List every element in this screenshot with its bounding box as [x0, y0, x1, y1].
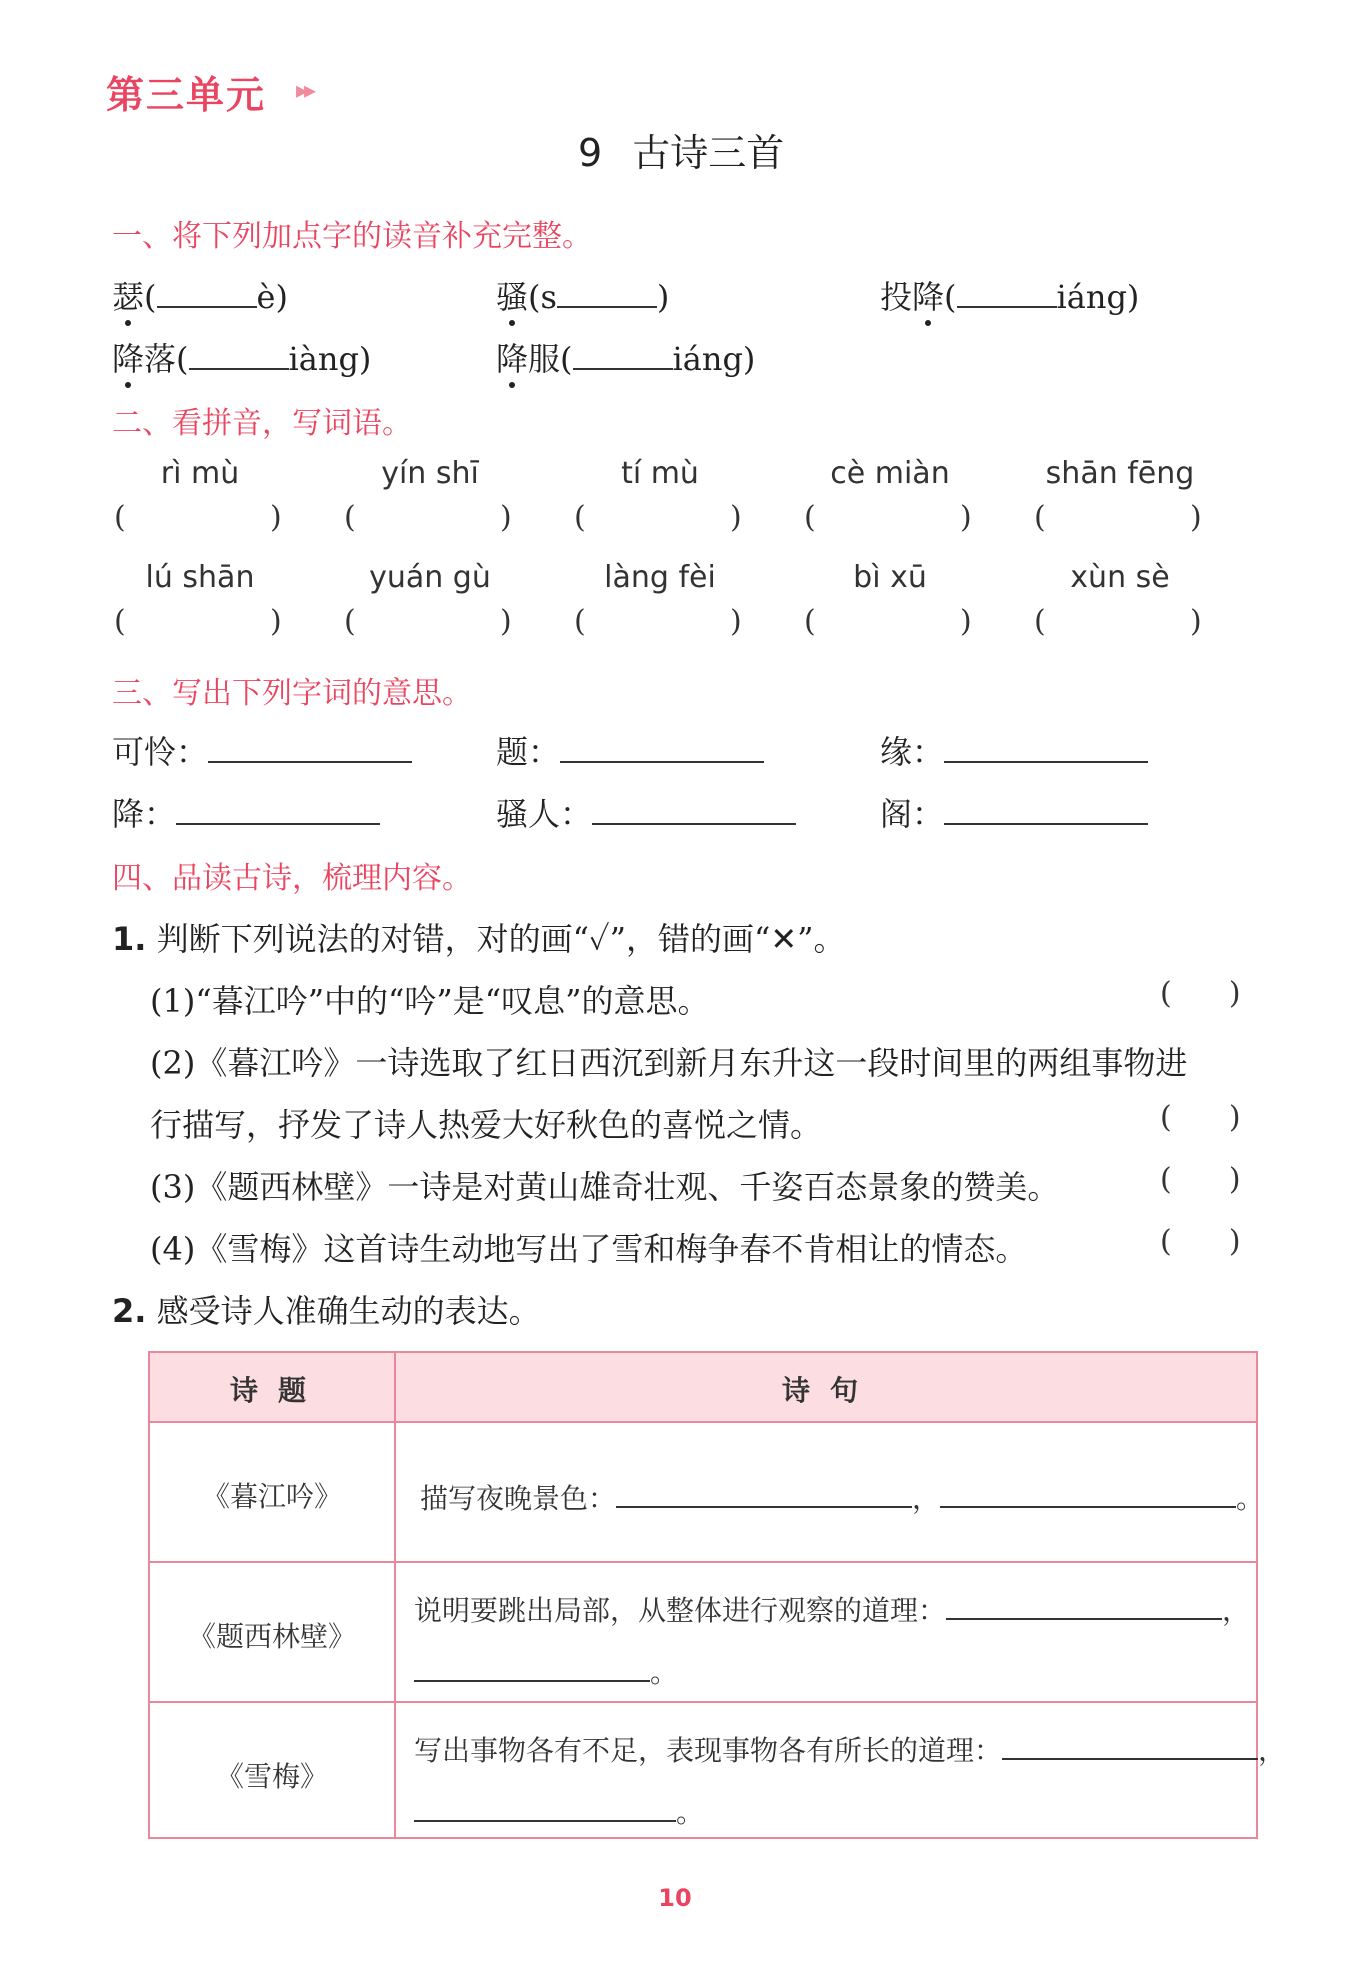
answer-blank[interactable]: [157, 282, 257, 308]
section2-title: 二、看拼音，写词语。: [112, 406, 412, 441]
meaning-item-6: 阁：: [880, 789, 1148, 835]
answer-blank[interactable]: [189, 344, 289, 370]
judge-paren[interactable]: ( ): [1160, 1162, 1241, 1197]
open-paren: (: [574, 500, 586, 535]
meaning-item-5: 骚人：: [496, 789, 796, 835]
judge-paren[interactable]: ( ): [1160, 1100, 1241, 1135]
answer-blank[interactable]: [208, 737, 412, 763]
answer-blank[interactable]: [1002, 1734, 1258, 1760]
answer-blank[interactable]: [946, 1594, 1222, 1620]
open-paren: (: [1034, 604, 1046, 639]
open-paren: (: [114, 604, 126, 639]
pinyin-label: tí mù: [621, 456, 699, 491]
poem-line-cell: 写出事物各有不足，表现事物各有所长的道理： ，: [414, 1734, 1287, 1767]
close-paren: ): [500, 604, 512, 639]
pinyin-label: xùn sè: [1070, 560, 1170, 595]
row-divider: [150, 1701, 1256, 1703]
question-2: 2. 感受诗人准确生动的表达。: [112, 1292, 541, 1330]
section1-title: 一、将下列加点字的读音补充完整。: [112, 219, 592, 254]
pinyin-label: yín shī: [381, 456, 479, 491]
header-poem-line: 诗句: [782, 1374, 879, 1407]
poem-title-cell: 《雪梅》: [215, 1760, 328, 1793]
close-paren: ): [960, 500, 972, 535]
lesson-name: 古诗三首: [632, 131, 785, 175]
poem-line-cell: 说明要跳出局部，从整体进行观察的道理： ，: [414, 1594, 1251, 1627]
answer-blank[interactable]: [944, 799, 1148, 825]
statement-2-cont: 行描写，抒发了诗人热爱大好秋色的喜悦之情。: [150, 1106, 823, 1144]
dotted-char: 瑟: [112, 272, 144, 318]
statement-3: (3)《题西林壁》一诗是对黄山雄奇壮观、千姿百态景象的赞美。: [150, 1168, 1060, 1206]
statement-2: (2)《暮江吟》一诗选取了红日西沉到新月东升这一段时间里的两组事物进: [150, 1044, 1188, 1082]
answer-blank[interactable]: [592, 799, 796, 825]
pronunciation-item-1: 瑟( è): [112, 272, 288, 318]
pinyin-label: yuán gù: [369, 560, 491, 595]
answer-blank[interactable]: [944, 737, 1148, 763]
judge-paren[interactable]: ( ): [1160, 1224, 1241, 1259]
pronunciation-item-2: 骚(s ): [496, 272, 669, 318]
lesson-number: 9: [578, 131, 603, 175]
open-paren: (: [804, 500, 816, 535]
double-arrow-icon: ▸▸: [296, 76, 313, 104]
answer-blank[interactable]: [957, 282, 1057, 308]
poem-title-cell: 《题西林壁》: [187, 1620, 356, 1653]
meaning-item-4: 降：: [112, 789, 380, 835]
unit-title: 第三单元: [106, 73, 267, 117]
open-paren: (: [574, 604, 586, 639]
meaning-item-3: 缘：: [880, 727, 1148, 773]
header-poem-title: 诗题: [230, 1374, 327, 1407]
answer-blank[interactable]: [616, 1482, 912, 1508]
close-paren: ): [270, 604, 282, 639]
open-paren: (: [114, 500, 126, 535]
close-paren: ): [960, 604, 972, 639]
pronunciation-item-3: 投降( iáng): [880, 272, 1139, 318]
pronunciation-item-4: 降落( iàng): [112, 334, 371, 380]
statement-4: (4)《雪梅》这首诗生动地写出了雪和梅争春不肯相让的情态。: [150, 1230, 1028, 1268]
close-paren: ): [1190, 500, 1202, 535]
answer-blank[interactable]: [557, 282, 657, 308]
pinyin-label: bì xū: [853, 560, 927, 595]
judge-paren[interactable]: ( ): [1160, 976, 1241, 1011]
meaning-item-1: 可怜：: [112, 727, 412, 773]
statement-1: (1)“暮江吟”中的“吟”是“叹息”的意思。: [150, 982, 710, 1020]
answer-blank[interactable]: [414, 1656, 650, 1682]
poem-line-cell: 描写夜晚景色： ， 。: [420, 1482, 1265, 1515]
page-number: 10: [658, 1884, 692, 1912]
question-1: 1. 判断下列说法的对错，对的画“✓”，错的画“✕”。: [112, 920, 846, 958]
answer-blank[interactable]: [573, 344, 673, 370]
open-paren: (: [344, 604, 356, 639]
dotted-char: 降: [112, 334, 144, 380]
answer-blank[interactable]: [176, 799, 380, 825]
open-paren: (: [804, 604, 816, 639]
section4-title: 四、品读古诗，梳理内容。: [112, 861, 472, 896]
close-paren: ): [270, 500, 282, 535]
open-paren: (: [1034, 500, 1046, 535]
close-paren: ): [730, 500, 742, 535]
meaning-item-2: 题：: [496, 727, 764, 773]
pronunciation-item-5: 降服( iáng): [496, 334, 755, 380]
open-paren: (: [344, 500, 356, 535]
answer-blank[interactable]: [940, 1482, 1236, 1508]
poem-line-cell-cont: 。: [414, 1651, 678, 1691]
poem-title-cell: 《暮江吟》: [201, 1480, 342, 1513]
answer-blank[interactable]: [560, 737, 764, 763]
close-paren: ): [500, 500, 512, 535]
dotted-char: 降: [912, 272, 944, 318]
pinyin-label: cè miàn: [830, 456, 950, 491]
pinyin-label: lú shān: [145, 560, 255, 595]
lesson-title: [578, 122, 784, 177]
pinyin-label: rì mù: [160, 456, 240, 491]
table-header: [150, 1353, 1256, 1423]
close-paren: ): [1190, 604, 1202, 639]
row-divider: [150, 1561, 1256, 1563]
poem-table: [148, 1351, 1287, 1839]
pinyin-label: làng fèi: [604, 560, 716, 595]
close-paren: ): [730, 604, 742, 639]
dotted-char: 骚: [496, 272, 528, 318]
pinyin-label: shān fēng: [1045, 456, 1195, 491]
poem-line-cell-cont: 。: [414, 1791, 704, 1831]
section3-title: 三、写出下列字词的意思。: [112, 676, 472, 711]
column-divider: [394, 1353, 396, 1837]
answer-blank[interactable]: [414, 1796, 676, 1822]
dotted-char: 降: [496, 334, 528, 380]
